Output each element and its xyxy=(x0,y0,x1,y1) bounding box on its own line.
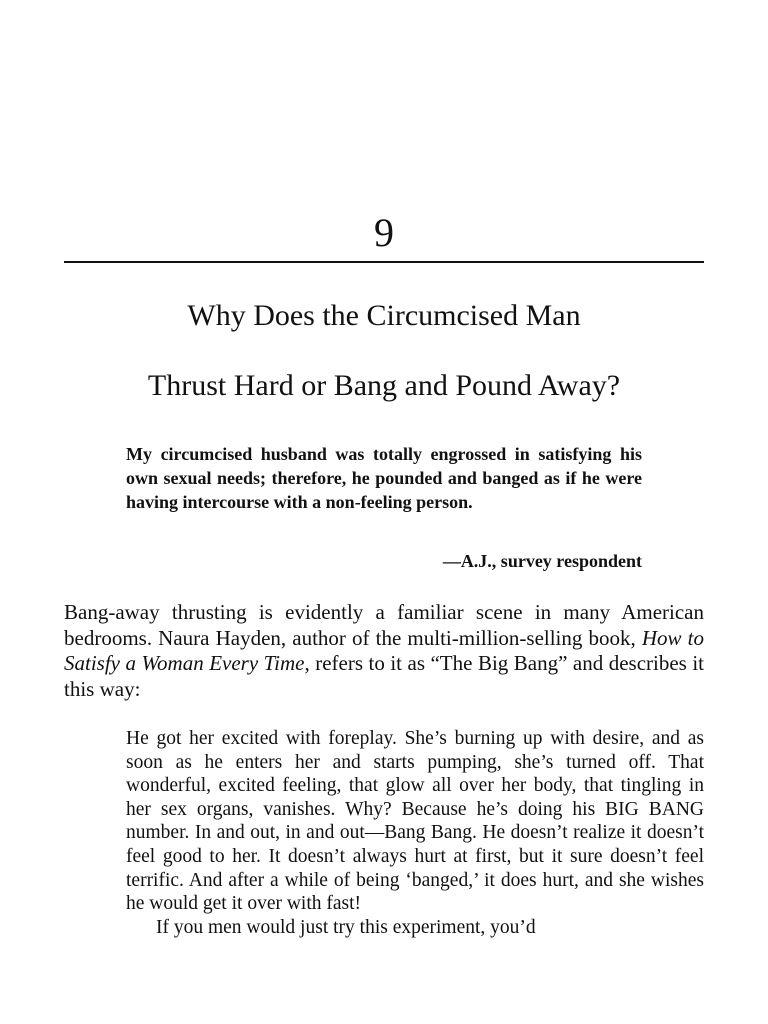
block-quote-paragraph-1: He got her excited with foreplay. She’s burning up with desire, and as soon as he enters her and starts pumping, she’s turned off. That wonderful, excited feeling, that glow all over her body, that tingling in her sex organs, vanishes. Why? Because he’s doing his BIG BANG number. In and out, in and out—Bang Bang. He doesn’t realize it doesn’t feel good to her. It doesn’t always hurt at first, but it sure doesn’t feel terrific. And after a while of being ‘banged,’ it does hurt, and she wishes he would get it over with fast! xyxy=(126,728,704,915)
block-quote xyxy=(126,727,704,939)
body-paragraph xyxy=(64,600,704,702)
chapter-title-line-1: Why Does the Circumcised Man xyxy=(187,299,581,332)
book-title: How to Satisfy a Woman Every Time xyxy=(64,625,704,675)
chapter-number: 9 xyxy=(374,210,394,255)
block-quote-paragraph-2: If you men would just try this experiment, you’d xyxy=(156,916,536,938)
epigraph-attribution: —A.J., survey respondent xyxy=(442,551,642,571)
chapter-rule xyxy=(64,261,704,263)
body-text-after-title: , refers to it as “The Big Bang” and describes it this way: xyxy=(64,651,705,701)
epigraph-quote: My circumcised husband was totally engrossed in satisfying his own sexual needs; therefore, he pounded and banged as if he were having intercourse with a non-feeling person. xyxy=(126,444,642,512)
body-text-before-title: Bang-away thrusting is evidently a familiar scene in many American bedrooms. Naura Hayden, author of the multi-million-selling book, xyxy=(64,600,704,650)
chapter-title-line-2: Thrust Hard or Bang and Pound Away? xyxy=(147,369,621,402)
